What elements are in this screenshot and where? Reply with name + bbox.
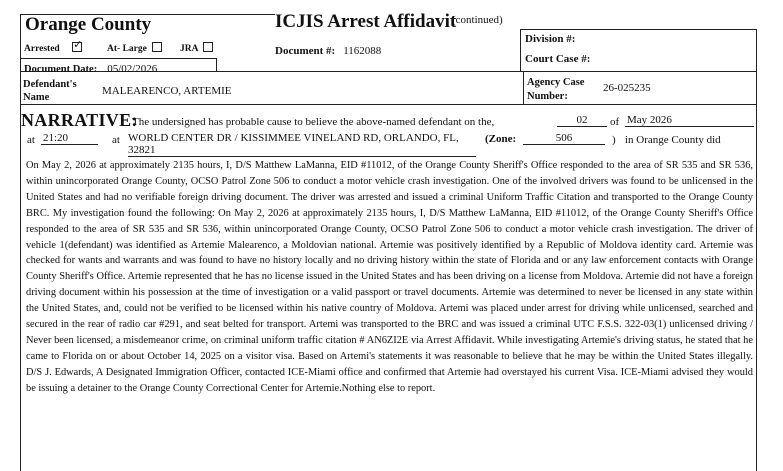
agency-case-value: 26-025235 xyxy=(603,82,651,94)
document-date xyxy=(24,59,157,77)
narrative-zone-label: (Zone: xyxy=(485,133,517,145)
jra-option xyxy=(180,42,213,54)
at-large-label: At- Large xyxy=(107,44,147,54)
document-number-value: 1162088 xyxy=(343,45,382,57)
division-label: Division #: xyxy=(525,33,576,45)
agency-case-label: Agency Case Number: xyxy=(527,77,585,102)
defendant-name-value: MALEARENCO, ARTEMIE xyxy=(102,85,232,97)
right-border xyxy=(756,29,757,471)
agency-name: Orange County xyxy=(25,14,152,35)
court-case-label: Court Case #: xyxy=(525,53,591,65)
arrested-label: Arrested xyxy=(24,44,60,54)
arrested-option xyxy=(24,42,82,54)
narrative-location: WORLD CENTER DR / KISSIMMEE VINELAND RD, ORLANDO, FL, 32821 xyxy=(128,132,476,157)
narrative-time: 21:20 xyxy=(41,132,98,145)
arrested-checkbox[interactable] xyxy=(72,42,82,52)
at-large-option xyxy=(107,42,162,54)
narrative-month-year: May 2026 xyxy=(625,114,754,127)
document-date-value: 05/02/2026 xyxy=(107,63,158,75)
narrative-zone: 506 xyxy=(523,132,605,145)
doc-date-right-rule xyxy=(216,58,217,72)
outer-left-border xyxy=(20,14,21,471)
defendant-bottom-rule xyxy=(20,104,757,105)
narrative-intro: The undersigned has probable cause to believe the above-named defendant on the, xyxy=(132,116,495,128)
at-large-checkbox[interactable] xyxy=(152,42,162,52)
document-number xyxy=(275,41,381,59)
narrative-at-label-2: at xyxy=(112,134,120,146)
narrative-zone-close: ) xyxy=(612,134,616,146)
narrative-day: 02 xyxy=(557,114,607,127)
narrative-at-label: at xyxy=(27,134,35,146)
document-number-label: Document #: xyxy=(275,45,336,57)
jra-checkbox[interactable] xyxy=(203,42,213,52)
form-title: ICJIS Arrest Affidavit xyxy=(275,11,457,32)
narrative-county-suffix: in Orange County did xyxy=(625,134,721,146)
narrative-of-label: of xyxy=(610,116,620,128)
agency-case-divider xyxy=(523,72,524,105)
continued-label: (continued) xyxy=(452,14,503,26)
narrative-body: On May 2, 2026 at approximately 2135 hours, I, D/S Matthew LaManna, EID #11012, of the Orange County Sheriff's Office responded to the area of SR 535 and SR 536, within unincorporated Orange County, OCSO Patrol Zone 506 to conduct a motor vehicle crash investigation. One of the involved drivers was found to be unlicensed in the United States and had no verifiable foreign driving document. The driver was arrested and issued a criminal Uniform Traffic Citation and transported to the Orange County BRC. My investigation found the following: On May 2, 2026 at approximately 2135 hours, I, D/S Matthew LaManna, EID #11012, of the Orange County Sheriff's Office responded to the area of SR 535 and SR 536, within unincorporated Orange County, OCSO Patrol Zone 506 to conduct a motor vehicle crash investigation. The driver of vehicle 1(defendant) was identified as Artemie Malearenco, a Moldovian national. Artemie was positively identified by a Republic of Moldova identity card. Artemie was checked for wants and warrants and was found to have no history locally and no driving history within the state of Florida and or any law enforcement contacts with Orange County Sheriff's Office. Artemie represented that he has no license issued in the United States and has been driving on a license from Moldova. Artemie did not have a foreign driving document within his possession at the time of investigation or a valid passport or travel documents. Artemie was determined to never be licensed in any state within the United States, and, could not be verified to be licensed within his native country of Moldova. Artemi was placed under arrest for driving while unlicensed, searched and secured in the rear of radio car #291, and seat belted for transport. Artemi was transported to the BRC and was issued a criminal UTC F.S.S. 322-03(1) unlicensed driving / Never been licensed, a misdemeanor crime, on criminal uniform traffic citation # AN6ZI2E via Arrest Affidavit. While investigating Artemie's driving status, he stated that he came to Florida on or about October 14, 2025 on a visitor visa. Based on Artemi's statements it was reasonable to believe that he may be within the United States illegally. D/S J. Edwards, A Designated Immigration Officer, contacted ICE-Miami office and confirmed that Artemie had overstayed his current Visa. ICE-Miami advised they would be issuing a detainer to the Orange County Correctional Center for Artemie.Nothing else to report. xyxy=(26,160,753,394)
top-right-border xyxy=(520,29,757,30)
top-right-column-divider xyxy=(520,30,521,72)
document-date-label: Document Date: xyxy=(24,64,98,75)
defendant-name-label: Defendant's Name xyxy=(23,79,77,103)
narrative-heading: NARRATIVE: xyxy=(21,110,138,130)
jra-label: JRA xyxy=(180,44,198,54)
